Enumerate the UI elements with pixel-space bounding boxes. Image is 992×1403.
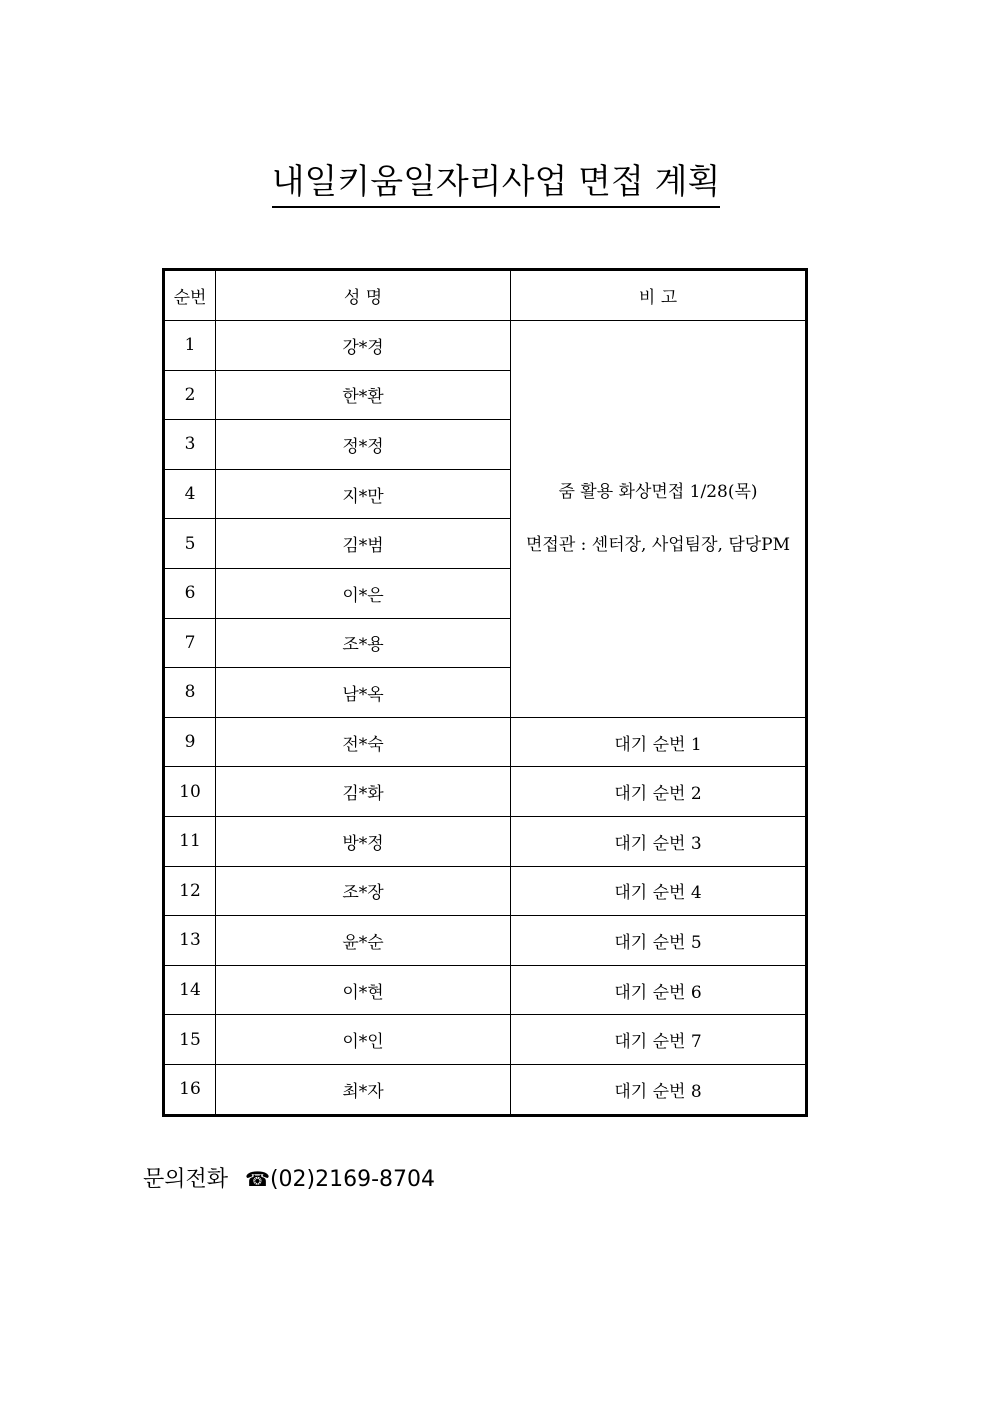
row-name: 정*정 — [216, 420, 511, 470]
table-row — [164, 321, 807, 371]
telephone-icon: ☎ — [245, 1167, 270, 1191]
header-name: 성 명 — [216, 270, 511, 321]
row-note: 대기 순번 6 — [511, 965, 807, 1015]
row-name: 한*환 — [216, 370, 511, 420]
contact-info — [143, 1164, 435, 1195]
row-no: 13 — [164, 916, 216, 966]
merged-note-cell — [511, 321, 807, 718]
row-no: 5 — [164, 519, 216, 569]
row-no: 7 — [164, 618, 216, 668]
row-note: 대기 순번 3 — [511, 816, 807, 866]
row-name: 전*숙 — [216, 717, 511, 767]
row-no: 4 — [164, 469, 216, 519]
row-name: 김*화 — [216, 767, 511, 817]
row-name: 남*옥 — [216, 668, 511, 718]
row-name: 이*은 — [216, 568, 511, 618]
table-row — [164, 1064, 807, 1115]
row-no: 9 — [164, 717, 216, 767]
table-row — [164, 717, 807, 767]
row-no: 3 — [164, 420, 216, 470]
row-name: 강*경 — [216, 321, 511, 371]
row-note: 대기 순번 4 — [511, 866, 807, 916]
merged-note-line-1: 줌 활용 화상면접 1/28(목) — [558, 482, 758, 503]
row-note: 대기 순번 1 — [511, 717, 807, 767]
contact-label: 문의전화 — [143, 1167, 229, 1192]
row-name: 이*현 — [216, 965, 511, 1015]
header-no: 순번 — [164, 270, 216, 321]
page-title-text: 내일키움일자리사업 면접 계획 — [272, 160, 721, 208]
row-name: 방*정 — [216, 816, 511, 866]
header-note: 비 고 — [511, 270, 807, 321]
contact-phone: (02)2169-8704 — [269, 1167, 436, 1192]
table-row — [164, 866, 807, 916]
row-no: 6 — [164, 568, 216, 618]
row-no: 12 — [164, 866, 216, 916]
table-row — [164, 816, 807, 866]
row-no: 8 — [164, 668, 216, 718]
table-row — [164, 916, 807, 966]
row-name: 윤*순 — [216, 916, 511, 966]
page-title — [0, 160, 992, 208]
row-note: 대기 순번 2 — [511, 767, 807, 817]
table-row — [164, 965, 807, 1015]
row-no: 15 — [164, 1015, 216, 1065]
interview-schedule-table — [162, 268, 808, 1117]
row-no: 10 — [164, 767, 216, 817]
row-no: 11 — [164, 816, 216, 866]
row-no: 16 — [164, 1064, 216, 1115]
row-note: 대기 순번 8 — [511, 1064, 807, 1115]
row-name: 최*자 — [216, 1064, 511, 1115]
table-header-row — [164, 270, 807, 321]
row-name: 조*장 — [216, 866, 511, 916]
row-no: 1 — [164, 321, 216, 371]
row-name: 김*범 — [216, 519, 511, 569]
table-row — [164, 1015, 807, 1065]
row-note: 대기 순번 7 — [511, 1015, 807, 1065]
row-no: 14 — [164, 965, 216, 1015]
row-no: 2 — [164, 370, 216, 420]
row-name: 조*용 — [216, 618, 511, 668]
merged-note-line-2: 면접관 : 센터장, 사업팀장, 담당PM — [525, 535, 791, 556]
row-name: 지*만 — [216, 469, 511, 519]
table-row — [164, 767, 807, 817]
row-note: 대기 순번 5 — [511, 916, 807, 966]
row-name: 이*인 — [216, 1015, 511, 1065]
